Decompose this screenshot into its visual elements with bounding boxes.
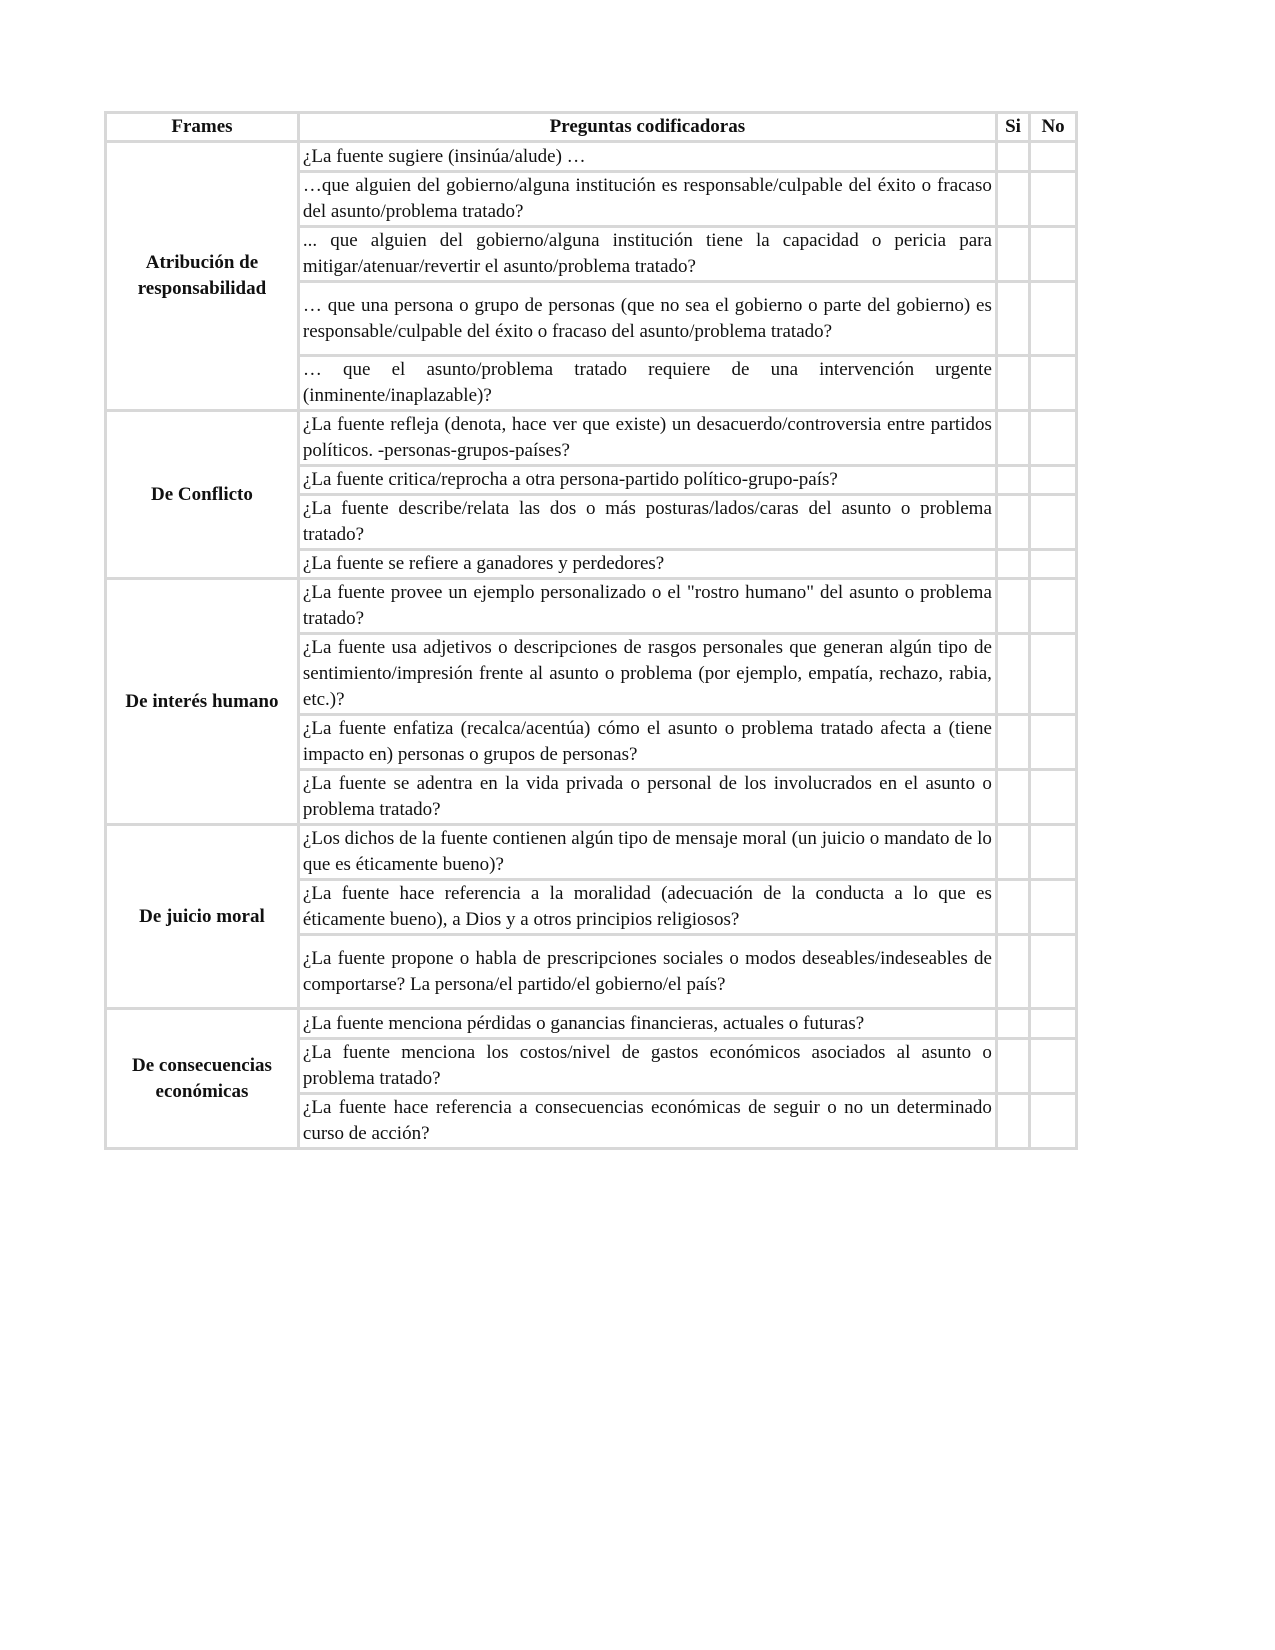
yes-checkbox[interactable]: [998, 771, 1028, 823]
questions-header: Preguntas codificadoras: [300, 114, 995, 140]
question-cell: … que una persona o grupo de personas (que no sea el gobierno o parte del gobierno) es responsable/culpable del éxito o fracaso del asunto/problema tratado?: [300, 283, 995, 354]
no-checkbox[interactable]: [1031, 580, 1075, 632]
no-checkbox[interactable]: [1031, 1040, 1075, 1092]
table-row: [107, 143, 1075, 170]
yes-header: Si: [998, 114, 1028, 140]
yes-checkbox[interactable]: [998, 1040, 1028, 1092]
frame-label: De Conflicto: [107, 412, 297, 577]
no-checkbox[interactable]: [1031, 412, 1075, 464]
yes-checkbox[interactable]: [998, 936, 1028, 1007]
yes-checkbox[interactable]: [998, 173, 1028, 225]
question-cell: ¿Los dichos de la fuente contienen algún tipo de mensaje moral (un juicio o mandato de lo que es éticamente bueno)?: [300, 826, 995, 878]
question-cell: ¿La fuente refleja (denota, hace ver que existe) un desacuerdo/controversia entre partidos políticos. -personas-grupos-países?: [300, 412, 995, 464]
header-row: [107, 114, 1075, 140]
no-checkbox[interactable]: [1031, 716, 1075, 768]
frame-label: De juicio moral: [107, 826, 297, 1007]
question-cell: ¿La fuente menciona pérdidas o ganancias financieras, actuales o futuras?: [300, 1010, 995, 1037]
frames-header: Frames: [107, 114, 297, 140]
yes-checkbox[interactable]: [998, 716, 1028, 768]
no-checkbox[interactable]: [1031, 936, 1075, 1007]
question-cell: …que alguien del gobierno/alguna institución es responsable/culpable del éxito o fracaso del asunto/problema tratado?: [300, 173, 995, 225]
no-checkbox[interactable]: [1031, 143, 1075, 170]
no-checkbox[interactable]: [1031, 467, 1075, 493]
yes-checkbox[interactable]: [998, 881, 1028, 933]
table-row: [107, 412, 1075, 464]
question-cell: … que el asunto/problema tratado requiere de una intervención urgente (inminente/inaplazable)?: [300, 357, 995, 409]
no-checkbox[interactable]: [1031, 881, 1075, 933]
yes-checkbox[interactable]: [998, 1010, 1028, 1037]
no-checkbox[interactable]: [1031, 173, 1075, 225]
no-checkbox[interactable]: [1031, 771, 1075, 823]
question-cell: ¿La fuente hace referencia a la moralidad (adecuación de la conducta a lo que es éticamente bueno), a Dios y a otros principios religiosos?: [300, 881, 995, 933]
yes-checkbox[interactable]: [998, 412, 1028, 464]
question-cell: ¿La fuente se adentra en la vida privada o personal de los involucrados en el asunto o problema tratado?: [300, 771, 995, 823]
no-checkbox[interactable]: [1031, 1010, 1075, 1037]
table-row: [107, 580, 1075, 632]
question-cell: ¿La fuente critica/reprocha a otra persona-partido político-grupo-país?: [300, 467, 995, 493]
question-cell: ¿La fuente propone o habla de prescripciones sociales o modos deseables/indeseables de comportarse? La persona/el partido/el gobierno/el país?: [300, 936, 995, 1007]
yes-checkbox[interactable]: [998, 228, 1028, 280]
yes-checkbox[interactable]: [998, 467, 1028, 493]
no-checkbox[interactable]: [1031, 357, 1075, 409]
table-row: [107, 1010, 1075, 1037]
yes-checkbox[interactable]: [998, 357, 1028, 409]
yes-checkbox[interactable]: [998, 551, 1028, 577]
no-header: No: [1031, 114, 1075, 140]
question-cell: ... que alguien del gobierno/alguna institución tiene la capacidad o pericia para mitigar/atenuar/revertir el asunto/problema tratado?: [300, 228, 995, 280]
question-cell: ¿La fuente usa adjetivos o descripciones de rasgos personales que generan algún tipo de sentimiento/impresión frente al asunto o problema (por ejemplo, empatía, rechazo, rabia, etc.)?: [300, 635, 995, 713]
yes-checkbox[interactable]: [998, 580, 1028, 632]
no-checkbox[interactable]: [1031, 826, 1075, 878]
question-cell: ¿La fuente se refiere a ganadores y perdedores?: [300, 551, 995, 577]
no-checkbox[interactable]: [1031, 283, 1075, 354]
no-checkbox[interactable]: [1031, 496, 1075, 548]
no-checkbox[interactable]: [1031, 635, 1075, 713]
question-cell: ¿La fuente provee un ejemplo personalizado o el "rostro humano" del asunto o problema tratado?: [300, 580, 995, 632]
no-checkbox[interactable]: [1031, 551, 1075, 577]
frame-label: Atribución de responsabilidad: [107, 143, 297, 409]
yes-checkbox[interactable]: [998, 1095, 1028, 1147]
no-checkbox[interactable]: [1031, 228, 1075, 280]
frame-label: De consecuencias económicas: [107, 1010, 297, 1147]
yes-checkbox[interactable]: [998, 635, 1028, 713]
question-cell: ¿La fuente sugiere (insinúa/alude) …: [300, 143, 995, 170]
yes-checkbox[interactable]: [998, 826, 1028, 878]
question-cell: ¿La fuente enfatiza (recalca/acentúa) cómo el asunto o problema tratado afecta a (tiene impacto en) personas o grupos de personas?: [300, 716, 995, 768]
table-row: [107, 826, 1075, 878]
yes-checkbox[interactable]: [998, 496, 1028, 548]
question-cell: ¿La fuente menciona los costos/nivel de gastos económicos asociados al asunto o problema tratado?: [300, 1040, 995, 1092]
frames-table: [104, 111, 1078, 1150]
frame-label: De interés humano: [107, 580, 297, 823]
yes-checkbox[interactable]: [998, 143, 1028, 170]
question-cell: ¿La fuente hace referencia a consecuencias económicas de seguir o no un determinado curso de acción?: [300, 1095, 995, 1147]
no-checkbox[interactable]: [1031, 1095, 1075, 1147]
yes-checkbox[interactable]: [998, 283, 1028, 354]
question-cell: ¿La fuente describe/relata las dos o más posturas/lados/caras del asunto o problema tratado?: [300, 496, 995, 548]
